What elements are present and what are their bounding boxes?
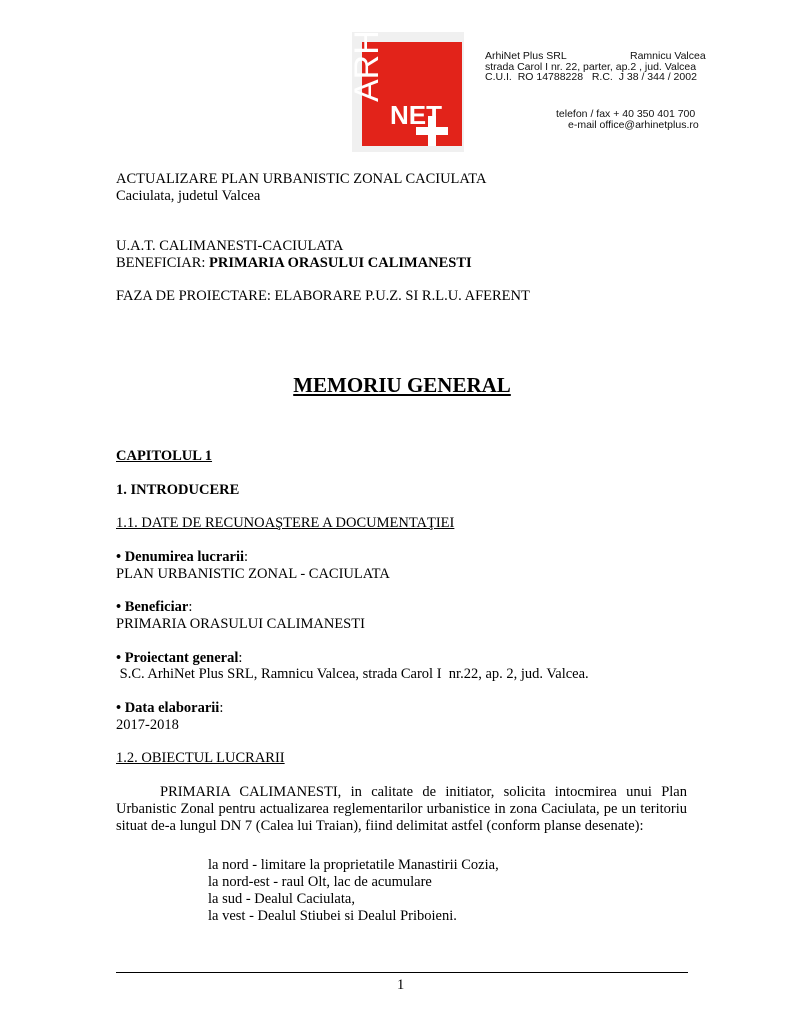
subsection-heading-1-2: 1.2. OBIECTUL LUCRARII — [116, 750, 285, 766]
item-label: • Denumirea lucrarii: — [116, 549, 249, 565]
beneficiar-label: BENEFICIAR: — [116, 255, 210, 271]
chapter-heading: CAPITOLUL 1 — [116, 448, 213, 464]
company-logo — [348, 20, 464, 152]
beneficiar-item-label: • Beneficiar — [116, 599, 189, 615]
subsection-heading-1-1: 1.1. DATE DE RECUNOAŞTERE A DOCUMENTAŢIEI — [116, 515, 455, 531]
company-registration — [485, 71, 697, 83]
page-number: 1 — [397, 977, 405, 993]
project-faza: FAZA DE PROIECTARE: ELABORARE P.U.Z. SI R.L.U. AFERENT — [116, 288, 530, 304]
item-value: 2017-2018 — [116, 717, 179, 733]
logo-text-top: ARHI — [348, 20, 386, 102]
beneficiar-value: PRIMARIA ORASULUI CALIMANESTI — [209, 255, 472, 271]
item-value: S.C. ArhiNet Plus SRL, Ramnicu Valcea, strada Carol I nr.22, ap. 2, jud. Valcea. — [116, 666, 589, 682]
project-uat: U.A.T. CALIMANESTI-CACIULATA — [116, 238, 344, 254]
cui-value: RO 14788228 — [517, 71, 584, 83]
rc-label: R.C. — [591, 71, 613, 83]
rc-value: J 38 / 344 / 2002 — [618, 71, 697, 83]
item-label: • Data elaborarii: — [116, 700, 224, 716]
item-value: PRIMARIA ORASULUI CALIMANESTI — [116, 616, 365, 632]
project-beneficiar — [116, 255, 472, 272]
document-title: MEMORIU GENERAL — [293, 373, 511, 397]
proiectant-label: • Proiectant general — [116, 650, 239, 666]
limit-item: la sud - Dealul Caciulata, — [208, 891, 355, 907]
footer-divider — [116, 972, 688, 973]
company-email: e-mail office@arhinetplus.ro — [568, 119, 699, 131]
project-title: ACTUALIZARE PLAN URBANISTIC ZONAL CACIULATA — [116, 171, 487, 187]
item-label: • Proiectant general: — [116, 650, 243, 666]
company-address: strada Carol I nr. 22, parter, ap.2 , jud. Valcea — [485, 61, 697, 73]
logo-text-bottom: NET — [390, 100, 442, 130]
item-label: • Beneficiar: — [116, 599, 193, 615]
company-phone: telefon / fax + 40 350 401 700 — [556, 108, 696, 120]
logo-graphic — [348, 20, 464, 152]
section-heading: 1. INTRODUCERE — [116, 482, 240, 498]
company-name: ArhiNet Plus SRL — [485, 50, 567, 62]
limit-item: la nord - limitare la proprietatile Manastirii Cozia, — [208, 857, 499, 873]
cui-label: C.U.I. — [485, 71, 512, 83]
limit-item: la vest - Dealul Stiubei si Dealul Priboieni. — [208, 908, 457, 924]
item-value: PLAN URBANISTIC ZONAL - CACIULATA — [116, 566, 390, 582]
objective-paragraph: PRIMARIA CALIMANESTI, in calitate de initiator, solicita intocmirea unui Plan Urbanistic Zonal pentru actualizarea reglementarilor urbanistice in zona Caciulata, pe un teritoriu situat de-a lungul DN 7 (Calea lui Traian), fiind delimitat astfel (conform planse desenate): — [116, 784, 687, 834]
company-city: Ramnicu Valcea — [630, 50, 706, 62]
project-location: Caciulata, judetul Valcea — [116, 188, 261, 204]
limit-item: la nord-est - raul Olt, lac de acumulare — [208, 874, 432, 890]
data-label: • Data elaborarii — [116, 700, 220, 716]
denumire-label: • Denumirea lucrarii — [116, 549, 245, 565]
